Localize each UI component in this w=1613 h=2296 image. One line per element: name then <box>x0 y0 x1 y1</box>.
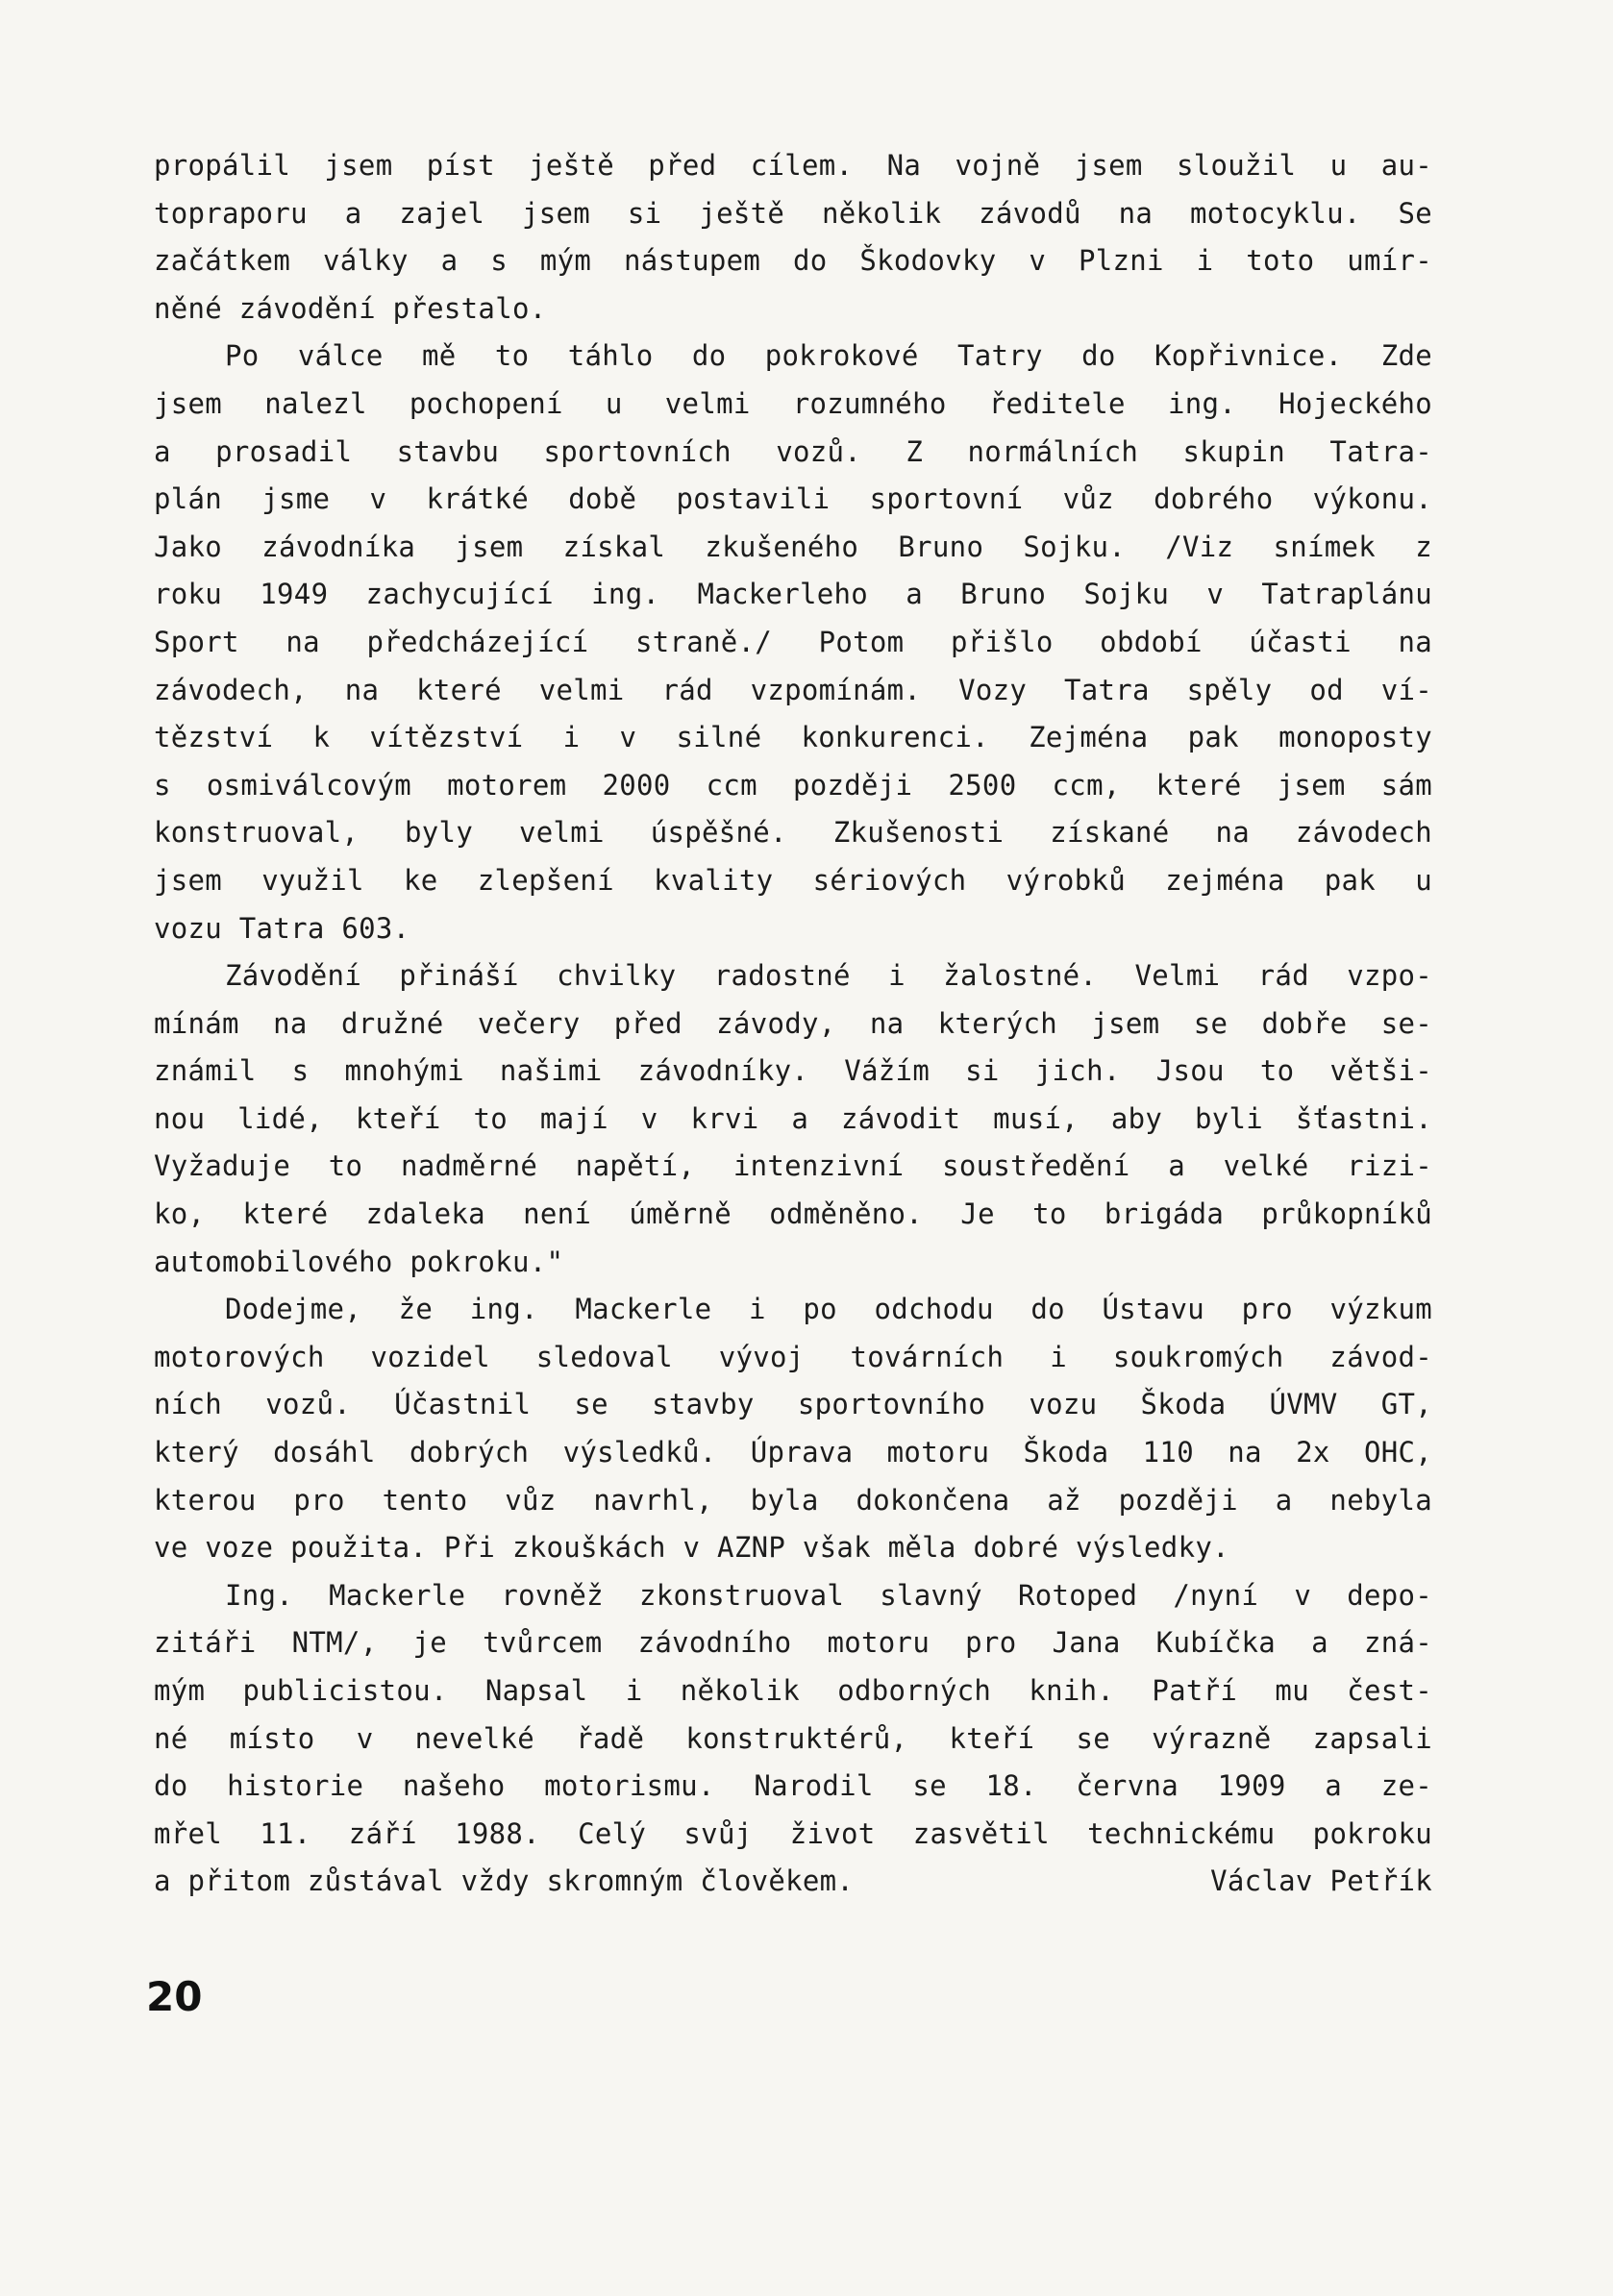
text-line: Vyžaduje to nadměrné napětí, intenzivní soustředění a velké rizi- <box>154 1149 1432 1183</box>
text-line: s osmiválcovým motorem 2000 ccm později 2500 ccm, které jsem sám <box>154 768 1432 802</box>
text-line: závodech, na které velmi rád vzpomínám. Vozy Tatra spěly od ví- <box>154 673 1432 706</box>
text-line: motorových vozidel sledoval vývoj továrních i soukromých závod- <box>154 1340 1432 1373</box>
text-line: vozu Tatra 603. <box>154 911 410 945</box>
text-line: známil s mnohými našimi závodníky. Vážím si jich. Jsou to větši- <box>154 1054 1432 1088</box>
text-line: ních vozů. Účastnil se stavby sportovního vozu Škoda ÚVMV GT, <box>154 1388 1432 1421</box>
text-line: mým publicistou. Napsal i několik odborných knih. Patří mu čest- <box>154 1674 1432 1707</box>
text-line: do historie našeho motorismu. Narodil se 18. června 1909 a ze- <box>154 1769 1432 1803</box>
text-line: roku 1949 zachycující ing. Mackerleho a Bruno Sojku v Tatraplánu <box>154 578 1432 611</box>
text-line: propálil jsem píst ještě před cílem. Na vojně jsem sloužil u au- <box>154 149 1432 182</box>
text-line: ko, které zdaleka není úměrně odměněno. Je to brigáda průkopníků <box>154 1197 1432 1231</box>
text-line: začátkem války a s mým nástupem do Škodovky v Plzni i toto umír- <box>154 244 1432 278</box>
text-line: automobilového pokroku." <box>154 1245 564 1278</box>
text-line: jsem využil ke zlepšení kvality sériových výrobků zejména pak u <box>154 863 1432 897</box>
text-line: né místo v nevelké řadě konstruktérů, kteří se výrazně zapsali <box>154 1721 1432 1755</box>
text-line: Dodejme, že ing. Mackerle i po odchodu do Ústavu pro výzkum <box>225 1293 1432 1326</box>
text-line: kterou pro tento vůz navrhl, byla dokončena až později a nebyla <box>154 1483 1432 1517</box>
text-line: Jako závodníka jsem získal zkušeného Bruno Sojku. /Viz snímek z <box>154 530 1432 563</box>
text-line: jsem nalezl pochopení u velmi rozumného ředitele ing. Hojeckého <box>154 386 1432 420</box>
text-line: Po válce mě to táhlo do pokrokové Tatry do Kopřivnice. Zde <box>225 339 1432 373</box>
text-line: Ing. Mackerle rovněž zkonstruoval slavný Rotoped /nyní v depo- <box>225 1578 1432 1612</box>
text-line: a prosadil stavbu sportovních vozů. Z normálních skupin Tatra- <box>154 434 1432 468</box>
text-line: konstruoval, byly velmi úspěšné. Zkušenosti získané na závodech <box>154 816 1432 850</box>
text-line: zitáři NTM/, je tvůrcem závodního motoru pro Jana Kubíčka a zná- <box>154 1626 1432 1660</box>
text-line: něné závodění přestalo. <box>154 291 547 325</box>
text-line: plán jsme v krátké době postavili sportovní vůz dobrého výkonu. <box>154 482 1432 516</box>
text-line: mínám na družné večery před závody, na kterých jsem se dobře se- <box>154 1006 1432 1040</box>
text-line: Závodění přináší chvilky radostné i žalostné. Velmi rád vzpo- <box>225 959 1432 993</box>
text-line: topraporu a zajel jsem si ještě několik závodů na motocyklu. Se <box>154 196 1432 230</box>
text-line: nou lidé, kteří to mají v krvi a závodit musí, aby byli šťastni. <box>154 1101 1432 1135</box>
closing-line <box>154 1858 1432 1906</box>
page-number: 20 <box>146 1973 203 2020</box>
author-name: Václav Petřík <box>1210 1864 1432 1898</box>
text-line: Sport na předcházející straně./ Potom přišlo období účasti na <box>154 625 1432 658</box>
text-line: mřel 11. září 1988. Celý svůj život zasvětil technickému pokroku <box>154 1816 1432 1850</box>
text-line: tězství k vítězství i v silné konkurenci. Zejména pak monoposty <box>154 721 1432 754</box>
article-text <box>154 142 1432 1906</box>
text-line: ve voze použita. Při zkouškách v AZNP však měla dobré výsledky. <box>154 1531 1229 1565</box>
closing-sentence: a přitom zůstával vždy skromným člověkem. <box>154 1864 855 1898</box>
text-line: který dosáhl dobrých výsledků. Úprava motoru Škoda 110 na 2x OHC, <box>154 1436 1432 1469</box>
